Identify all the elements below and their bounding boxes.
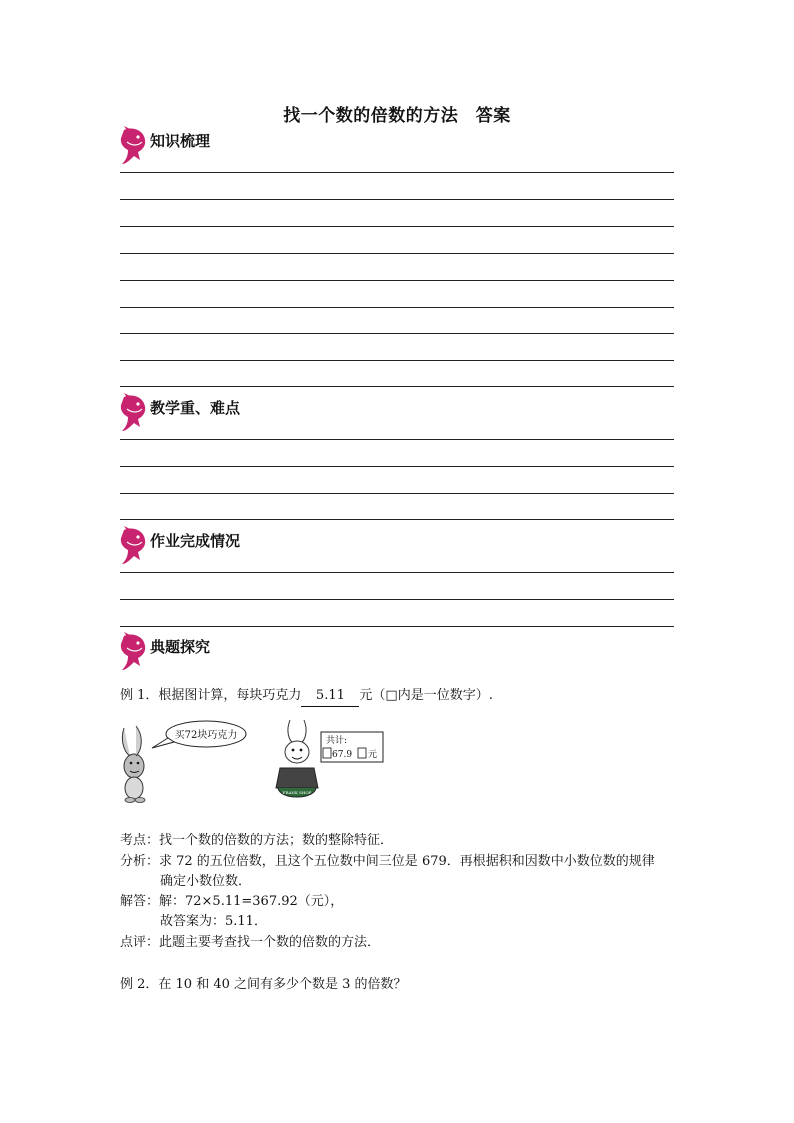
- answer-line: [120, 519, 674, 520]
- answer-line: [120, 360, 674, 361]
- example-1-question: [120, 686, 493, 707]
- example-1-prefix: 例 1．根据图计算，每块巧克力: [120, 688, 302, 703]
- price-label: 共计:: [326, 736, 348, 746]
- answer-line: [120, 439, 674, 440]
- answer-line: [120, 572, 674, 573]
- answer-line: [120, 466, 674, 467]
- blank-box: [358, 748, 366, 758]
- answer-line: [120, 172, 674, 173]
- bubble-text: 买72块巧克力: [174, 730, 238, 741]
- dolphin-icon: [118, 526, 148, 566]
- answer-line: [120, 493, 674, 494]
- answer-line: [120, 386, 674, 387]
- example-1-illustration: [118, 716, 398, 804]
- price-value: 67.9: [332, 750, 353, 760]
- jieda-text: 解答：解：72×5.11=367.92（元），: [120, 894, 344, 909]
- shop-rabbit-icon: [276, 720, 318, 797]
- section-header: [118, 393, 418, 433]
- gray-rabbit-icon: [122, 726, 145, 803]
- answer-line: [120, 599, 674, 600]
- dolphin-icon: [118, 126, 148, 166]
- price-unit: 元: [368, 750, 378, 760]
- answer-line: [120, 333, 674, 334]
- dianping-text: 点评：此题主要考查找一个数的倍数的方法．: [120, 935, 381, 950]
- section-title: 教学重、难点: [150, 399, 241, 417]
- dolphin-icon: [118, 393, 148, 433]
- section-title: 作业完成情况: [150, 532, 241, 550]
- fenxi-text-cont: 确定小数位数．: [160, 874, 252, 889]
- answer-line: [120, 199, 674, 200]
- page-title: 找一个数的倍数的方法 答案: [283, 106, 511, 126]
- answer-line: [120, 280, 674, 281]
- section-header: [118, 126, 418, 166]
- answer-line: [120, 307, 674, 308]
- example-1-suffix: 元（□内是一位数字）.: [359, 688, 493, 703]
- example-2-question: 例 2．在 10 和 40 之间有多少个数是 3 的倍数？: [120, 977, 407, 992]
- answer-line: [120, 226, 674, 227]
- fenxi-text: 分析：求 72 的五位倍数，且这个五位数中间三位是 679．再根据积和因数中小数位数的规律: [120, 854, 655, 869]
- section-header: [118, 526, 418, 566]
- answer-line: [120, 253, 674, 254]
- section-title: 典题探究: [150, 638, 211, 656]
- section-header: [118, 632, 418, 672]
- blank-box: [323, 748, 331, 758]
- answer-line: [120, 626, 674, 627]
- jieda-text-cont: 故答案为：5.11．: [160, 914, 267, 929]
- kaodian-text: 考点：找一个数的倍数的方法；数的整除特征．: [120, 833, 394, 848]
- dolphin-icon: [118, 632, 148, 672]
- svg-text:FRANK SHOP: FRANK SHOP: [282, 790, 312, 795]
- section-title: 知识梳理: [150, 132, 211, 150]
- example-1-answer: 5.11: [301, 686, 359, 707]
